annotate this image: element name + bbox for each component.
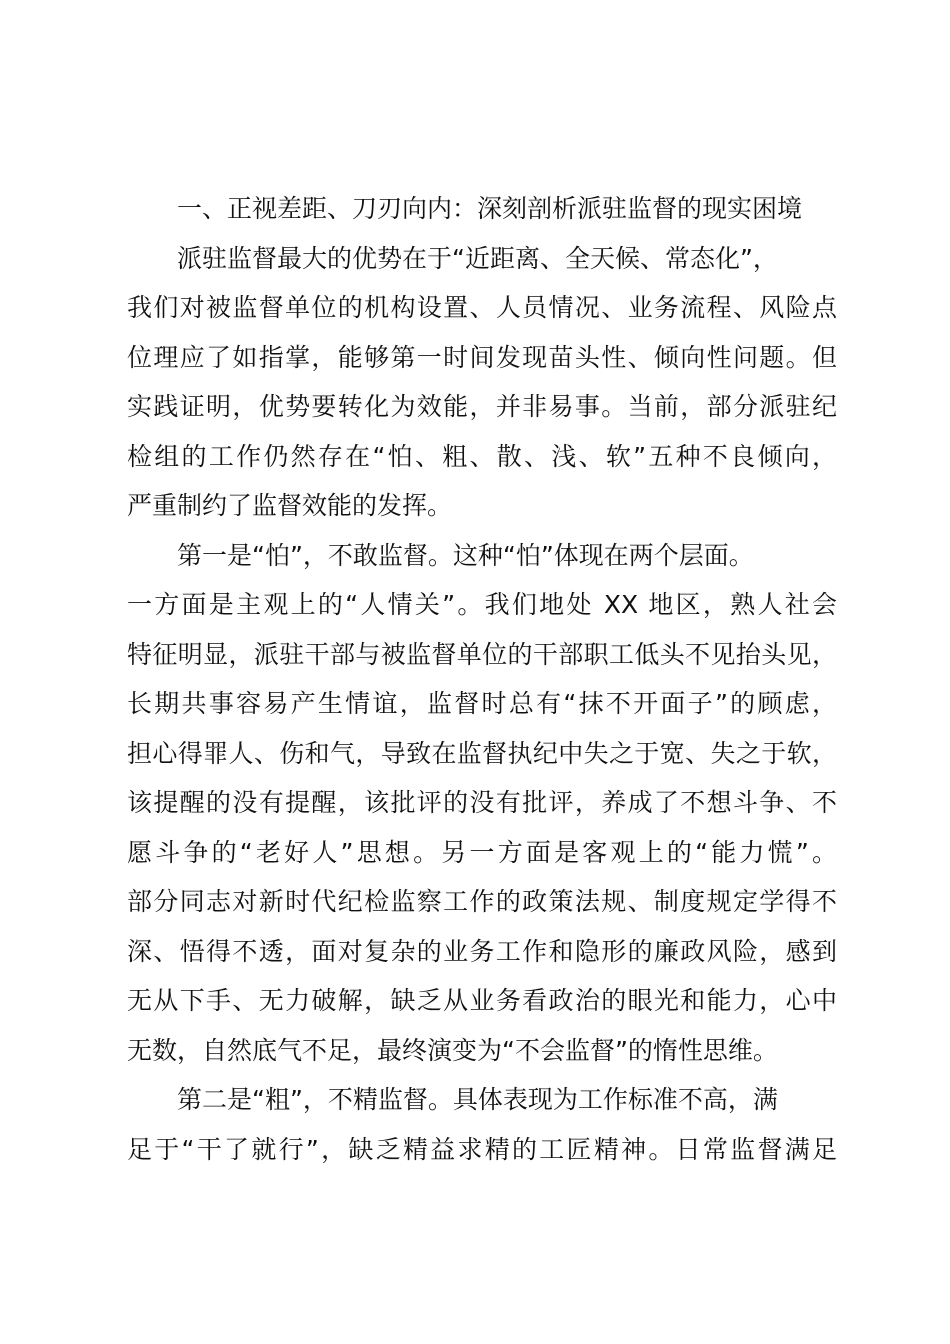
section-heading: 一、正视差距、刀刃向内：深刻剖析派驻监督的现实困境 [177,194,803,223]
paragraph-line: 担心得罪人、伤和气，导致在监督执纪中失之于宽、失之于软， [127,738,837,768]
paragraph-line: 实践证明，优势要转化为效能，并非易事。当前，部分派驻纪 [127,392,837,421]
paragraph-line: 部分同志对新时代纪检监察工作的政策法规、制度规定学得不 [127,887,837,916]
paragraph-line: 位理应了如指掌，能够第一时间发现苗头性、倾向性问题。但 [127,342,837,372]
paragraph-line: 长期共事容易产生情谊，监督时总有“抹不开面子”的顾虑， [127,689,837,718]
paragraph-line: 严重制约了监督效能的发挥。 [127,491,453,520]
paragraph-line: 第二是“粗”，不精监督。具体表现为工作标准不高，满 [177,1085,778,1114]
document-body [127,184,837,1174]
paragraph-line: 无数，自然底气不足，最终演变为“不会监督”的惰性思维。 [127,1035,778,1065]
paragraph-line: 足于“干了就行”，缺乏精益求精的工匠精神。日常监督满足 [127,1134,837,1164]
paragraph-3 [127,1075,837,1174]
paragraph-line: 该提醒的没有提醒，该批评的没有批评，养成了不想斗争、不 [127,788,837,817]
paragraph-1 [127,234,837,531]
paragraph-line: 一方面是主观上的“人情关”。我们地处 XX 地区，熟人社会 [127,590,837,619]
paragraph-line: 愿斗争的“老好人”思想。另一方面是客观上的“能力慌”。 [127,837,837,867]
paragraph-2 [127,531,837,1076]
paragraph-line: 派驻监督最大的优势在于“近距离、全天候、常态化”， [177,243,778,273]
paragraph-line: 检组的工作仍然存在“怕、粗、散、浅、软”五种不良倾向， [127,441,837,471]
paragraph-line: 我们对被监督单位的机构设置、人员情况、业务流程、风险点 [127,293,837,322]
paragraph-line: 特征明显，派驻干部与被监督单位的干部职工低头不见抬头见， [127,639,837,669]
paragraph-line: 第一是“怕”，不敢监督。这种“怕”体现在两个层面。 [177,540,754,570]
paragraph-line: 深、悟得不透，面对复杂的业务工作和隐形的廉政风险，感到 [127,936,837,966]
paragraph-line: 无从下手、无力破解，缺乏从业务看政治的眼光和能力，心中 [127,986,837,1015]
